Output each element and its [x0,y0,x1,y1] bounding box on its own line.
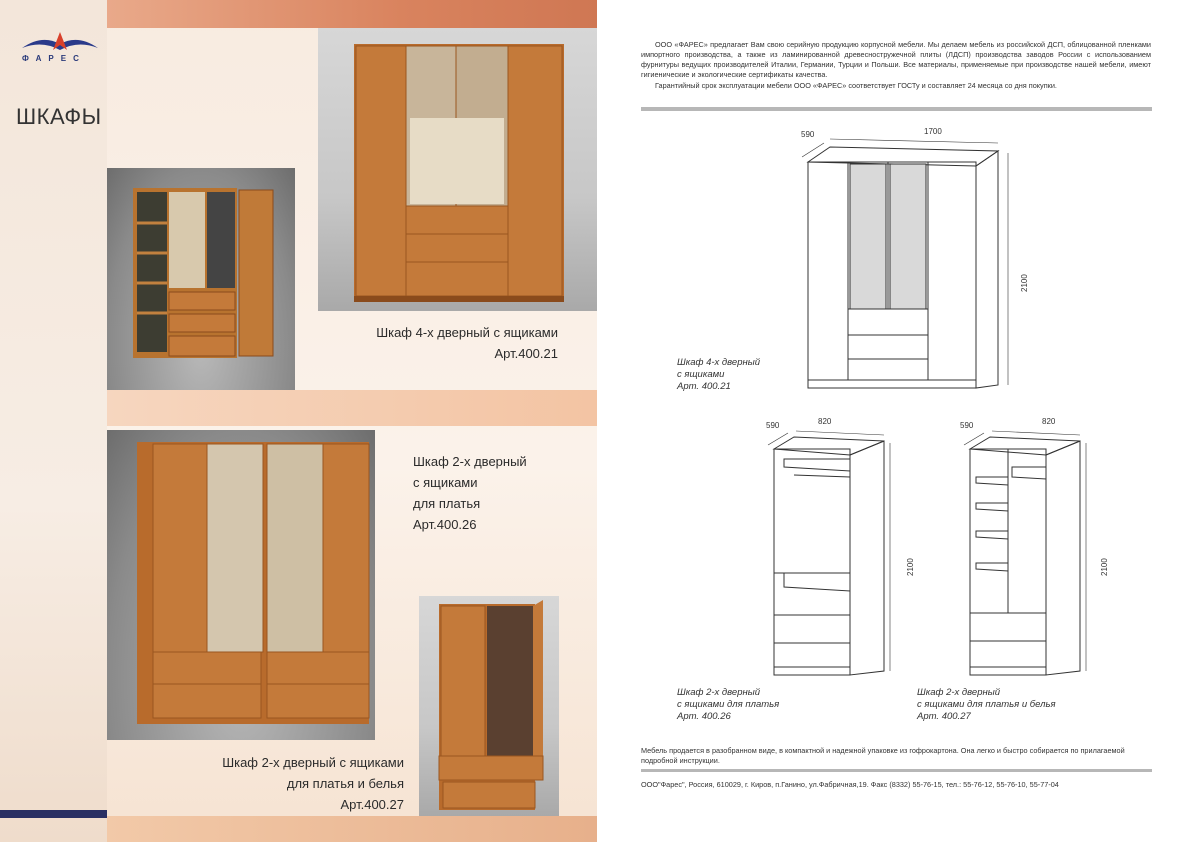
drawing-caption-1 [677,357,760,393]
bottom-band-tan [107,816,597,842]
middle-band [107,390,597,426]
wardrobe-4-door-icon [318,28,597,311]
bottom-band-navy [0,810,107,818]
wardrobe-2-door-drawers-icon [107,430,375,740]
drawing-caption-2 [677,687,779,723]
drawing-2-door-dress-icon [766,427,896,687]
caption-product-1 [318,322,558,364]
brand-name: ФАРЕС [22,54,86,63]
wardrobe-2-door-linen-icon [419,596,559,816]
divider-top [641,107,1152,111]
drawing-4-door-icon [800,135,1015,400]
caption-product-1-line1: Шкаф 4-х дверный с ящиками [376,325,558,340]
brand-logo-icon [20,30,100,54]
caption-product-3-line2: для платья и белья [286,776,404,791]
photo-wardrobe-4-door [318,28,597,311]
drawing-caption-2-line1: Шкаф 2-х дверный [677,687,760,698]
caption-product-3-line3: Арт.400.27 [340,797,404,812]
drawing-caption-2-line2: с ящиками для платья [677,699,780,710]
dim-height-1: 2100 [1020,274,1029,292]
dim-height-2: 2100 [906,558,915,576]
drawing-caption-1-line1: Шкаф 4-х дверный [677,357,760,368]
caption-product-2 [413,451,583,535]
caption-product-1-line2: Арт.400.21 [494,346,558,361]
drawing-caption-3 [917,687,1056,723]
page-title: ШКАФЫ [16,104,102,129]
dim-depth-1: 590 [801,130,815,139]
drawing-caption-1-line3: Арт. 400.21 [677,381,731,392]
contact-info: ООО"Фарес", Россия, 610029, г. Киров, п.Ганино, ул.Фабричная,19. Факс (8332) 55-76-15, тел.: 55-76-12, 55-76-10, 55-77-04 [641,780,1059,789]
caption-product-2-line2: с ящиками [413,475,478,490]
dim-height-3: 2100 [1100,558,1109,576]
intro-paragraph-2: Гарантийный срок эксплуатации мебели ООО «ФАРЕС» соответствует ГОСТу и составляет 24 месяца со дня покупки. [655,81,1057,90]
caption-product-2-line4: Арт.400.26 [413,517,477,532]
drawing-2-door-linen-icon [962,427,1092,687]
top-band [107,0,597,28]
caption-product-3 [160,752,404,815]
dim-width-2: 820 [818,417,832,426]
caption-product-2-line3: для платья [413,496,481,511]
wardrobe-2-door-open-icon [107,168,295,390]
photo-wardrobe-2-door-open [107,168,295,390]
dim-depth-3: 590 [960,421,974,430]
caption-product-2-line1: Шкаф 2-х дверный [413,454,527,469]
intro-paragraph-1: ООО «ФАРЕС» предлагает Вам свою серийную продукцию корпусной мебели. Мы делаем мебель из российской ДСП, облицованной пленками импортного производства, а также из ламинированной древесностружечной плиты (ЛДСП) производства заводов России с использованием фурнитуры ведущих производителей Италии, Германии, Турции и Польши. Все материалы, применяемые при производстве нашей мебели, имеют гигиенические и экологические сертификаты качества. [641,40,1151,79]
dim-width-1: 1700 [924,127,942,136]
drawing-caption-2-line3: Арт. 400.26 [677,711,731,722]
packaging-note: Мебель продается в разобранном виде, в компактной и надежной упаковке из гофрокартона. Она легко и быстро собирается по прилагаемой подробной инструкции. [641,746,1125,765]
caption-product-3-line1: Шкаф 2-х дверный с ящиками [222,755,404,770]
drawing-caption-3-line1: Шкаф 2-х дверный [917,687,1000,698]
drawing-caption-3-line3: Арт. 400.27 [917,711,971,722]
photo-wardrobe-2-door-linen [419,596,559,816]
drawing-caption-3-line2: с ящиками для платья и белья [917,699,1056,710]
dim-depth-2: 590 [766,421,780,430]
divider-bottom [641,769,1152,772]
dim-width-3: 820 [1042,417,1056,426]
drawing-caption-1-line2: с ящиками [677,369,725,380]
photo-wardrobe-2-door-drawers [107,430,375,740]
